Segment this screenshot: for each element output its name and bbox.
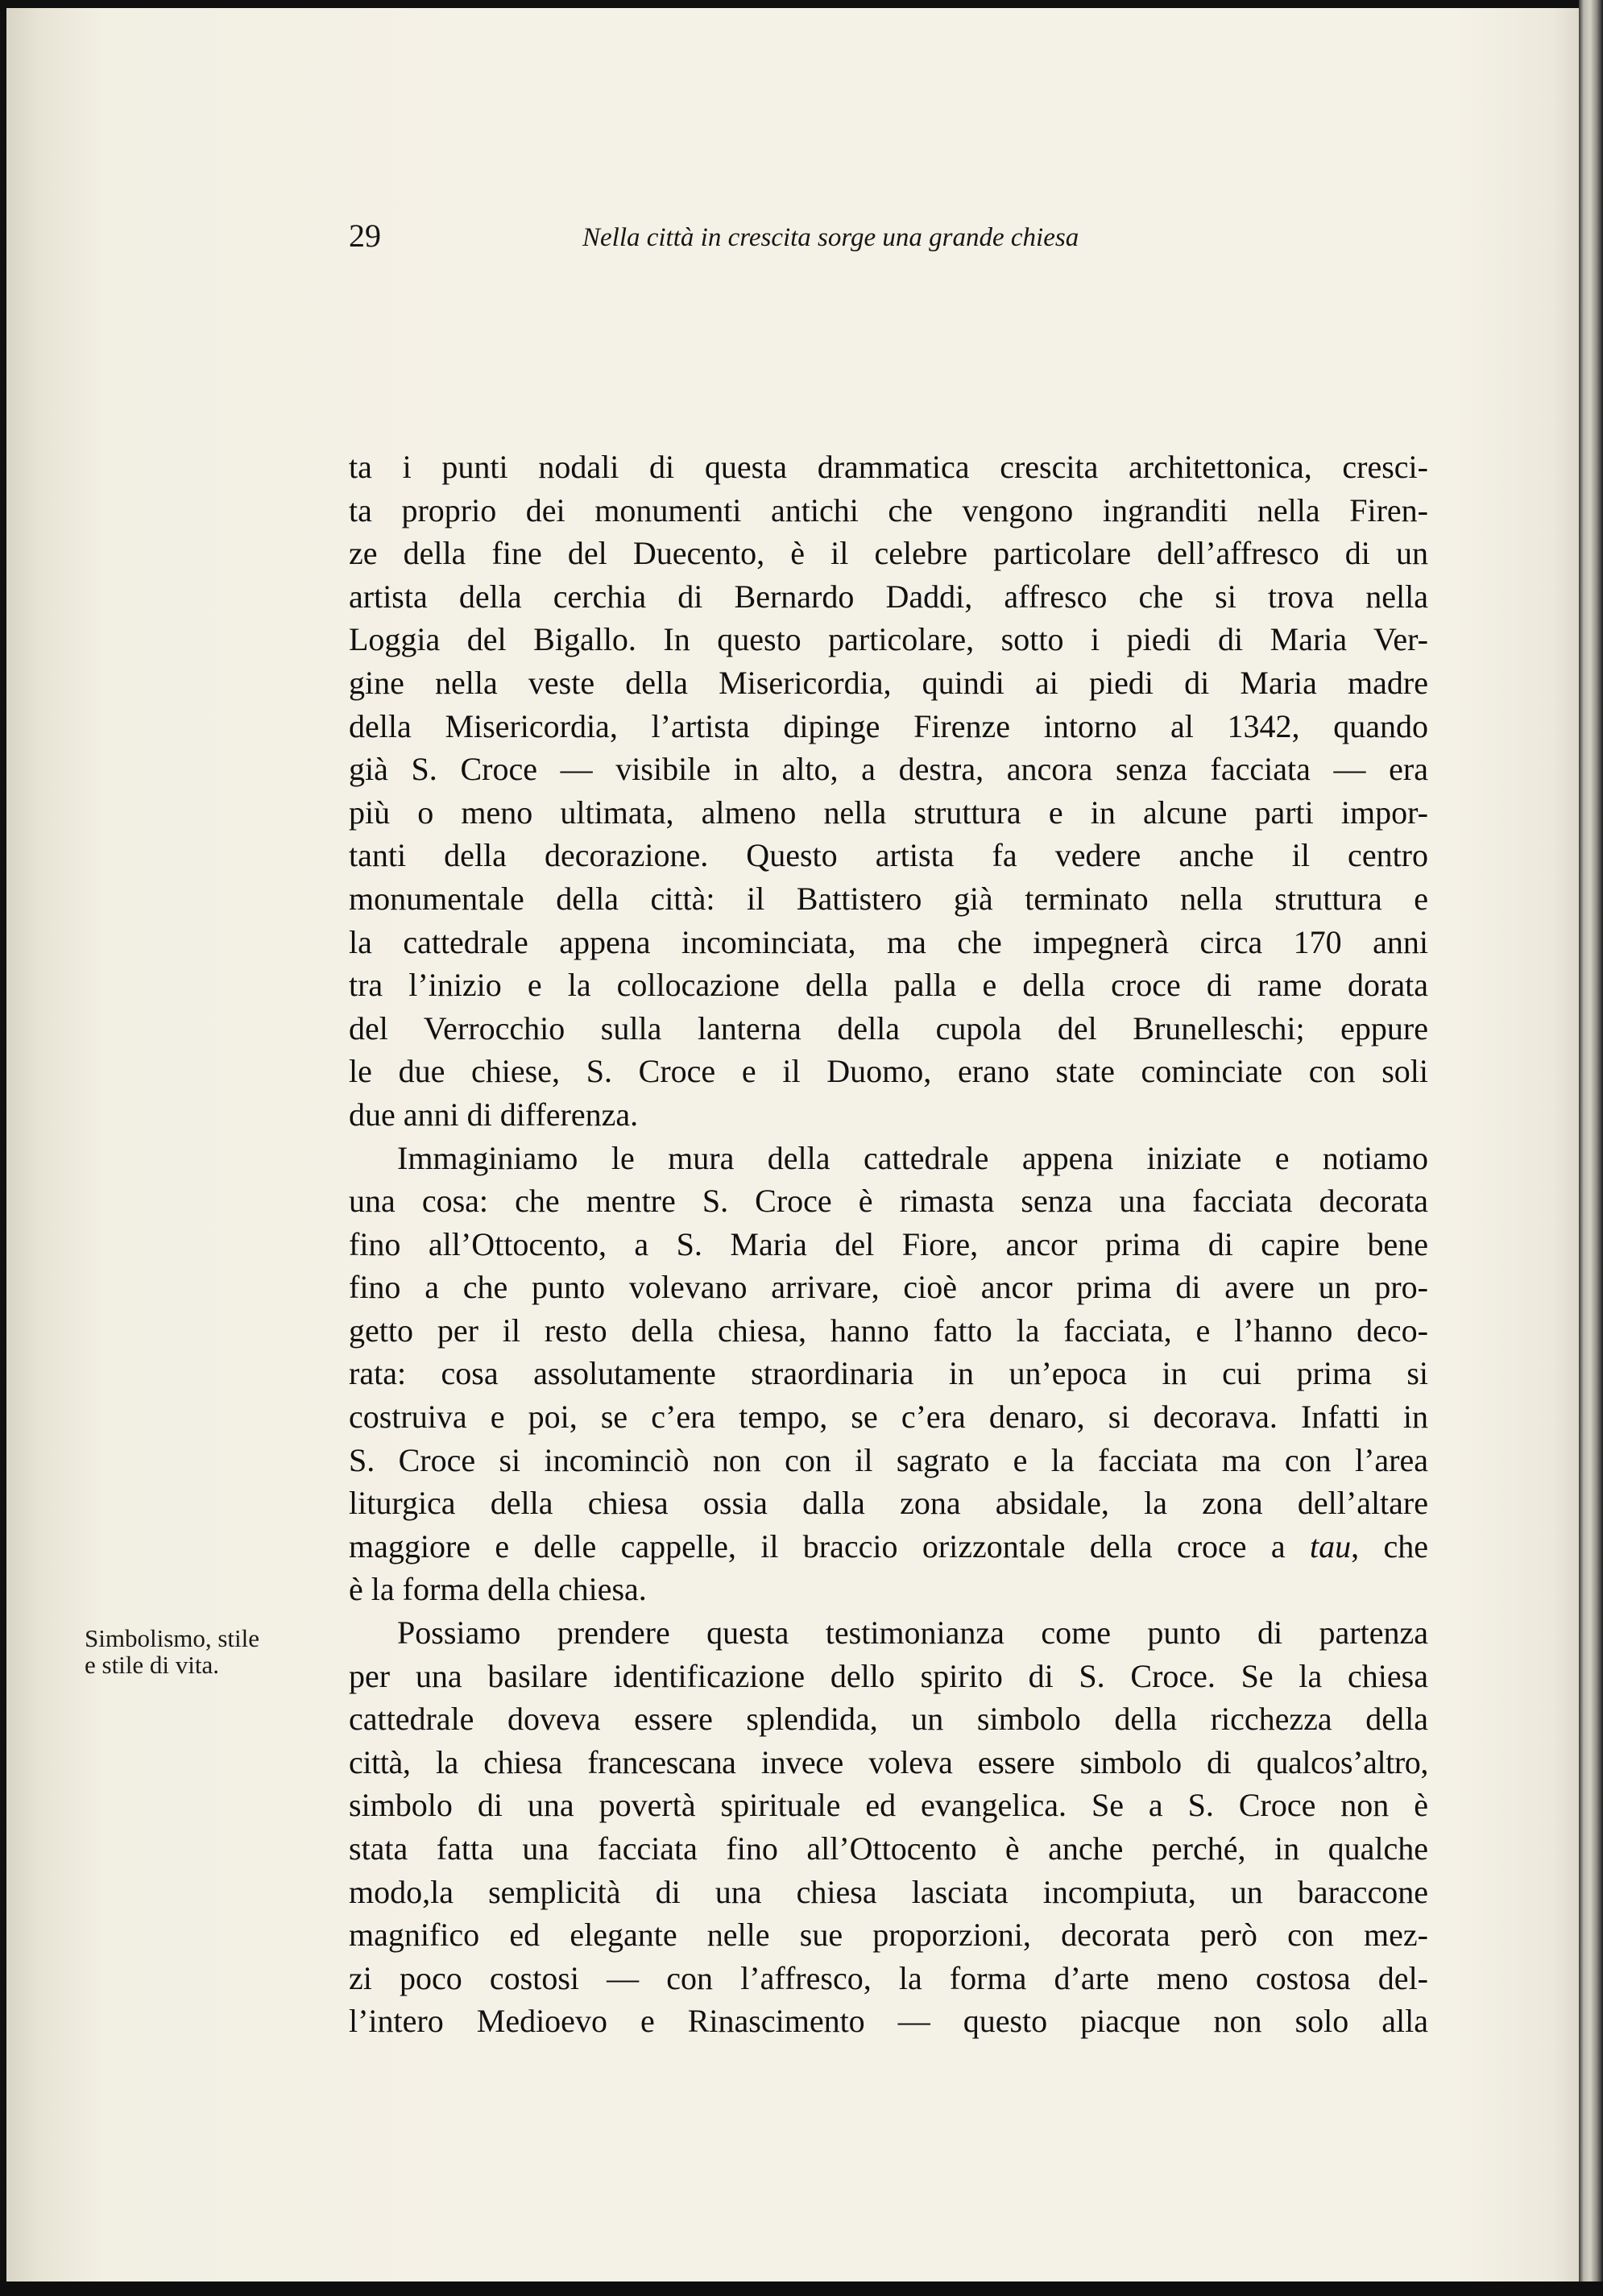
text-segment: maggiore e delle cappelle, il braccio orizzontale della croce a (349, 1527, 1286, 1565)
text-line: rata: cosa assolutamente straordinaria in un’epoca in cui prima si (349, 1355, 1428, 1392)
text-line: zi poco costosi — con l’affresco, la forma d’arte meno costosa del- (349, 1959, 1428, 1996)
text-line: tra l’inizio e la collocazione della palla e della croce di rame dorata (349, 967, 1428, 1004)
text-line: è la forma della chiesa. (349, 1571, 647, 1608)
text-line: ta proprio dei monumenti antichi che vengono ingranditi nella Firen- (349, 491, 1428, 528)
running-head: Nella città in crescita sorge una grande chiesa (582, 223, 1079, 252)
text-line: Possiamo prendere questa testimonianza come punto di partenza (397, 1614, 1428, 1652)
text-line: ze della fine del Duecento, è il celebre particolare dell’affresco di un (349, 535, 1428, 572)
text-line: simbolo di una povertà spirituale ed evangelica. Se a S. Croce non è (349, 1787, 1428, 1824)
text-line: magnifico ed elegante nelle sue proporzioni, decorata però con mez- (349, 1917, 1428, 1954)
text-line: getto per il resto della chiesa, hanno fatto la facciata, e l’hanno deco- (349, 1312, 1428, 1349)
text-line: le due chiese, S. Croce e il Duomo, erano state cominciate con soli (349, 1053, 1428, 1090)
marginal-note (85, 1625, 318, 1678)
text-line: l’intero Medioevo e Rinascimento — questo piacque non solo alla (349, 2003, 1428, 2040)
text-line: una cosa: che mentre S. Croce è rimasta senza una facciata decorata (349, 1183, 1428, 1220)
text-line: della Misericordia, l’artista dipinge Firenze intorno al 1342, quando (349, 707, 1428, 744)
page-header (349, 216, 1428, 264)
body-text (349, 446, 1428, 2043)
scan-bottom-edge (0, 2281, 1603, 2296)
text-line: tanti della decorazione. Questo artista fa vedere anche il centro (349, 837, 1428, 874)
page-fold-edge (1579, 0, 1603, 2296)
italic-word-tau: tau (1310, 1527, 1352, 1565)
text-line: due anni di differenza. (349, 1096, 639, 1133)
text-line: del Verrocchio sulla lanterna della cupola del Brunelleschi; eppure (349, 1009, 1428, 1046)
text-line: stata fatta una facciata fino all’Ottocento è anche perché, in qualche (349, 1830, 1428, 1867)
text-line: più o meno ultimata, almeno nella struttura e in alcune parti impor- (349, 794, 1428, 831)
text-line: fino all’Ottocento, a S. Maria del Fiore, ancor prima di capire bene (349, 1225, 1428, 1262)
text-line: liturgica della chiesa ossia dalla zona absidale, la zona dell’altare (349, 1485, 1428, 1522)
text-line: città, la chiesa francescana invece voleva essere simbolo di qualcos’altro, (349, 1743, 1428, 1780)
text-line: ta i punti nodali di questa drammatica crescita architettonica, cresci- (349, 449, 1428, 485)
page-number: 29 (349, 218, 381, 254)
marginal-note-line: Simbolismo, stile (85, 1624, 260, 1652)
text-line: la cattedrale appena incominciata, ma che impegnerà circa 170 anni (349, 923, 1428, 960)
text-line: Immaginiamo le mura della cattedrale appena iniziate e notiamo (397, 1139, 1428, 1176)
text-line: Loggia del Bigallo. In questo particolare, sotto i piedi di Maria Ver- (349, 621, 1428, 658)
text-line: S. Croce si incominciò non con il sagrato e la facciata ma con l’area (349, 1441, 1428, 1478)
text-line: per una basilare identificazione dello spirito di S. Croce. Se la chiesa (349, 1657, 1428, 1694)
text-segment: , che (1351, 1527, 1428, 1565)
text-line: cattedrale doveva essere splendida, un simbolo della ricchezza della (349, 1701, 1428, 1738)
text-line: gine nella veste della Misericordia, quindi ai piedi di Maria madre (349, 664, 1428, 701)
text-line: artista della cerchia di Bernardo Daddi, affresco che si trova nella (349, 578, 1428, 615)
text-line: già S. Croce — visibile in alto, a destra, ancora senza facciata — era (349, 751, 1428, 788)
text-line: fino a che punto volevano arrivare, cioè ancor prima di avere un pro- (349, 1269, 1428, 1306)
text-line: monumentale della città: il Battistero già terminato nella struttura e (349, 880, 1428, 917)
text-line: modo,la semplicità di una chiesa lasciata incompiuta, un baraccone (349, 1873, 1428, 1910)
text-line (349, 1525, 1428, 1569)
text-line: costruiva e poi, se c’era tempo, se c’era denaro, si decorava. Infatti in (349, 1399, 1428, 1436)
marginal-note-line: e stile di vita. (85, 1651, 220, 1679)
